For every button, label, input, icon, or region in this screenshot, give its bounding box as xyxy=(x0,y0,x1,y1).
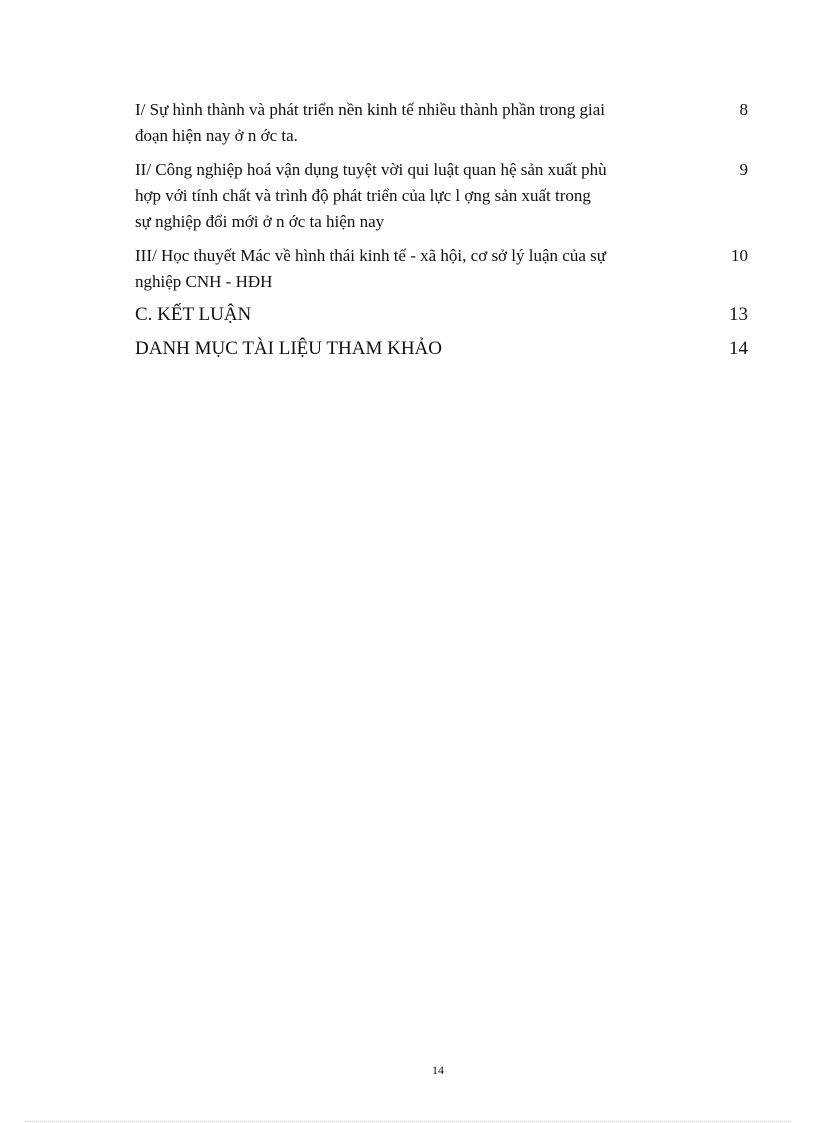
toc-entry-title: I/ Sự hình thành và phát triển nền kinh tế nhiều thành phần trong giai đoạn hiện nay ở n ớc ta. xyxy=(135,100,606,145)
page-number: 14 xyxy=(432,1063,444,1077)
toc-entry-title: C. KẾT LUẬN xyxy=(135,304,252,325)
toc-entry-page-number: 9 xyxy=(739,160,748,179)
table-of-contents xyxy=(135,97,750,371)
page-bottom-divider xyxy=(25,1121,791,1122)
toc-entry-section-3[interactable] xyxy=(135,243,750,295)
toc-entry-page-number: 8 xyxy=(739,100,748,119)
toc-entry-conclusion[interactable] xyxy=(135,303,750,327)
toc-entry-title: III/ Học thuyết Mác về hình thái kinh tế - xã hội, cơ sở lý luận của sự nghiệp CNH - HĐH xyxy=(135,246,606,291)
toc-entry-title: DANH MỤC TÀI LIỆU THAM KHẢO xyxy=(135,338,442,359)
toc-entry-section-1[interactable] xyxy=(135,97,750,149)
toc-entry-references[interactable] xyxy=(135,337,750,361)
toc-entry-page-number: 14 xyxy=(729,338,748,359)
toc-entry-page-number: 10 xyxy=(731,246,748,265)
toc-entry-section-2[interactable] xyxy=(135,157,750,235)
toc-entry-title: II/ Công nghiệp hoá vận dụng tuyệt vời qui luật quan hệ sản xuất phù hợp với tính chất và trình độ phát triển của lực l ợng sản xuất trong sự nghiệp đổi mới ở n ớc ta hiện nay xyxy=(135,160,607,231)
toc-entry-page-number: 13 xyxy=(729,304,748,325)
